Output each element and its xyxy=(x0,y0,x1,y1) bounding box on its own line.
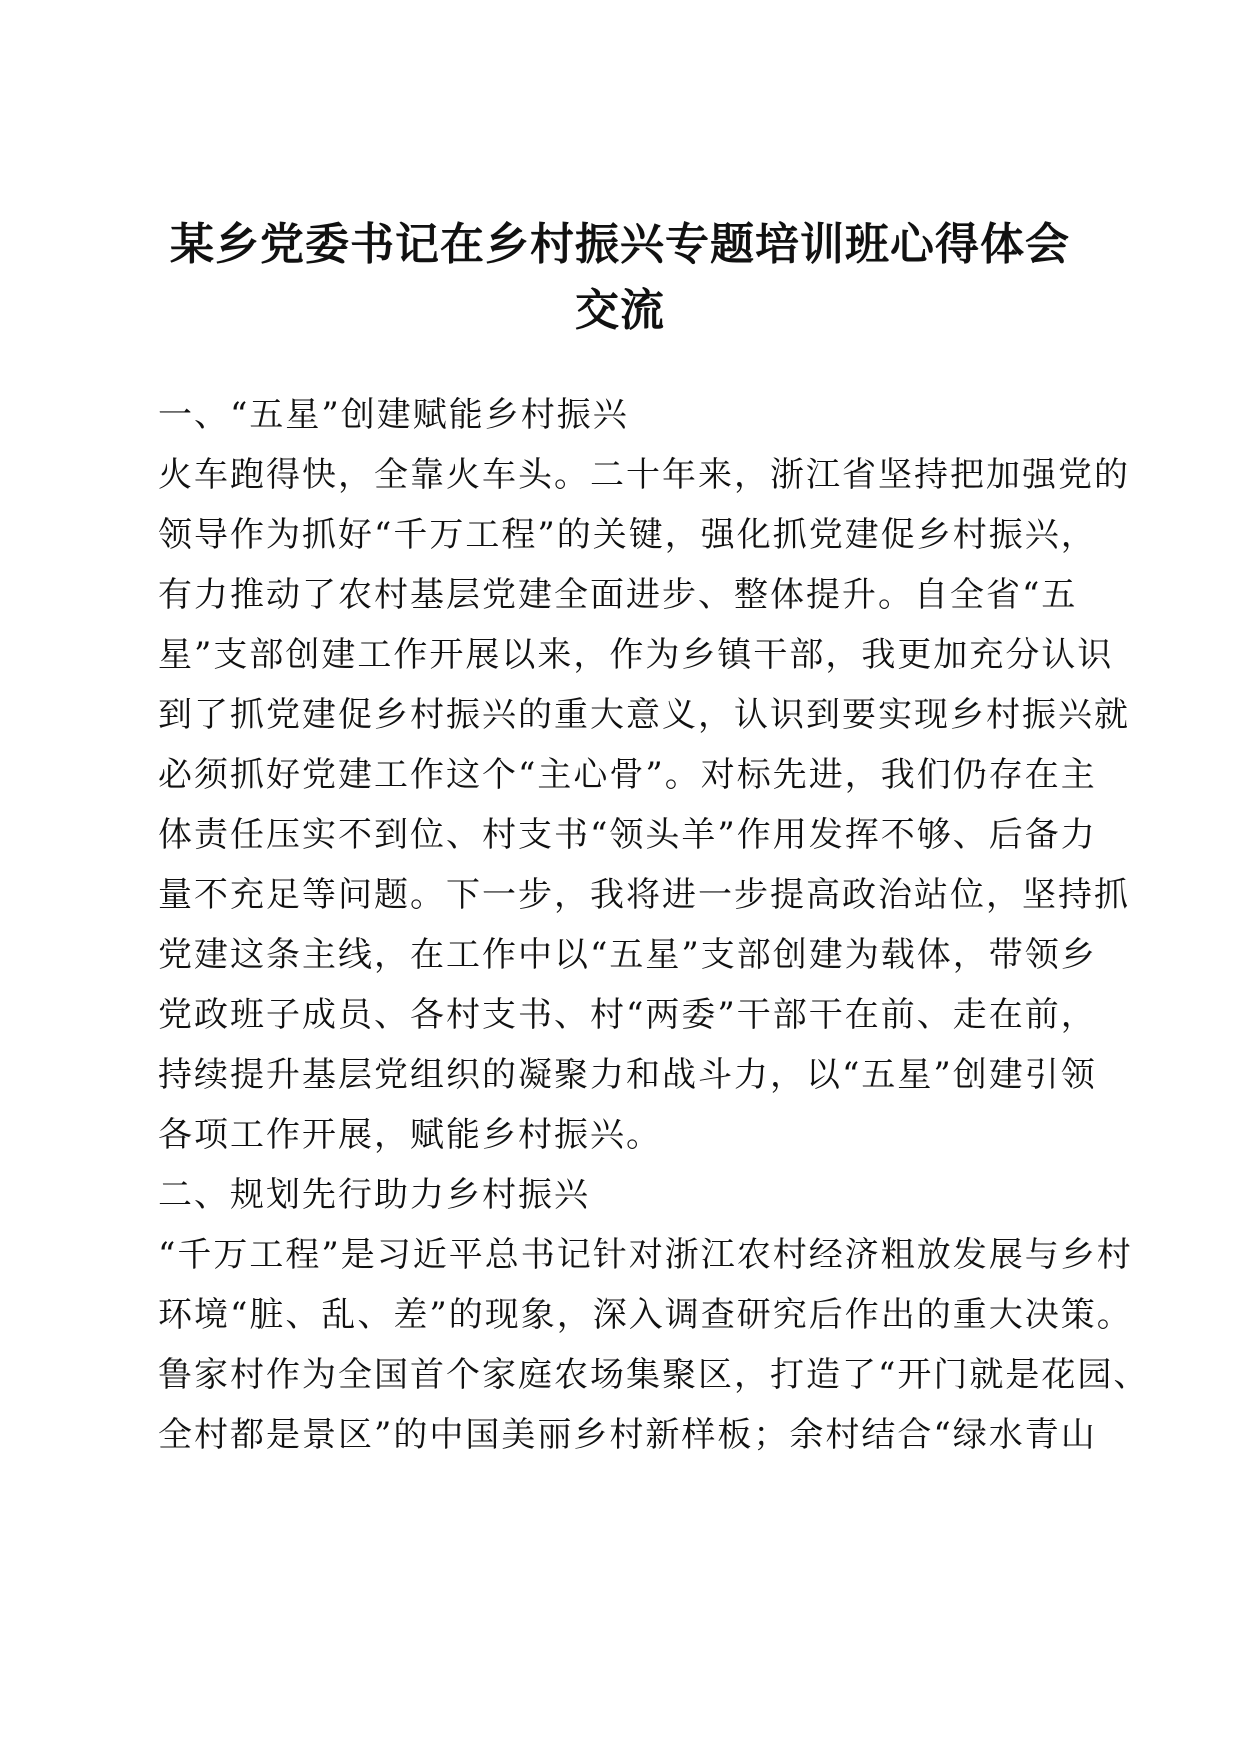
paragraph-line: 必须抓好党建工作这个“主心骨”。对标先进，我们仍存在主 xyxy=(158,755,1097,795)
paragraph-line: 星”支部创建工作开展以来，作为乡镇干部，我更加充分认识 xyxy=(158,635,1114,675)
document-body xyxy=(158,385,1150,1465)
paragraph-line: 火车跑得快，全靠火车头。二十年来，浙江省坚持把加强党的 xyxy=(158,455,1130,495)
paragraph-line: 量不充足等问题。下一步，我将进一步提高政治站位，坚持抓 xyxy=(158,875,1130,915)
paragraph-line: 领导作为抓好“千万工程”的关键，强化抓党建促乡村振兴， xyxy=(158,515,1097,555)
paragraph-line: 各项工作开展，赋能乡村振兴。 xyxy=(158,1115,662,1155)
paragraph-line: 持续提升基层党组织的凝聚力和战斗力，以“五星”创建引领 xyxy=(158,1055,1097,1095)
paragraph-line: 环境“脏、乱、差”的现象，深入调查研究后作出的重大决策。 xyxy=(158,1295,1133,1335)
section-heading: 一、“五星”创建赋能乡村振兴 xyxy=(158,395,629,435)
paragraph-line: 有力推动了农村基层党建全面进步、整体提升。自全省“五 xyxy=(158,575,1078,615)
paragraph-line: 党政班子成员、各村支书、村“两委”干部干在前、走在前， xyxy=(158,995,1097,1035)
paragraph-line: 体责任压实不到位、村支书“领头羊”作用发挥不够、后备力 xyxy=(158,815,1097,855)
paragraph-line: 到了抓党建促乡村振兴的重大意义，认识到要实现乡村振兴就 xyxy=(158,695,1130,735)
document-title xyxy=(150,212,1090,344)
paragraph-line: “千万工程”是习近平总书记针对浙江农村经济粗放发展与乡村 xyxy=(158,1235,1133,1275)
title-line-1: 某乡党委书记在乡村振兴专题培训班心得体会 xyxy=(170,219,1070,270)
section-heading: 二、规划先行助力乡村振兴 xyxy=(158,1175,590,1215)
title-line-2: 交流 xyxy=(575,285,665,336)
paragraph-line: 党建这条主线，在工作中以“五星”支部创建为载体，带领乡 xyxy=(158,935,1097,975)
paragraph-line: 全村都是景区”的中国美丽乡村新样板；余村结合“绿水青山 xyxy=(158,1415,1097,1455)
paragraph-line: 鲁家村作为全国首个家庭农场集聚区，打造了“开门就是花园、 xyxy=(158,1355,1150,1395)
